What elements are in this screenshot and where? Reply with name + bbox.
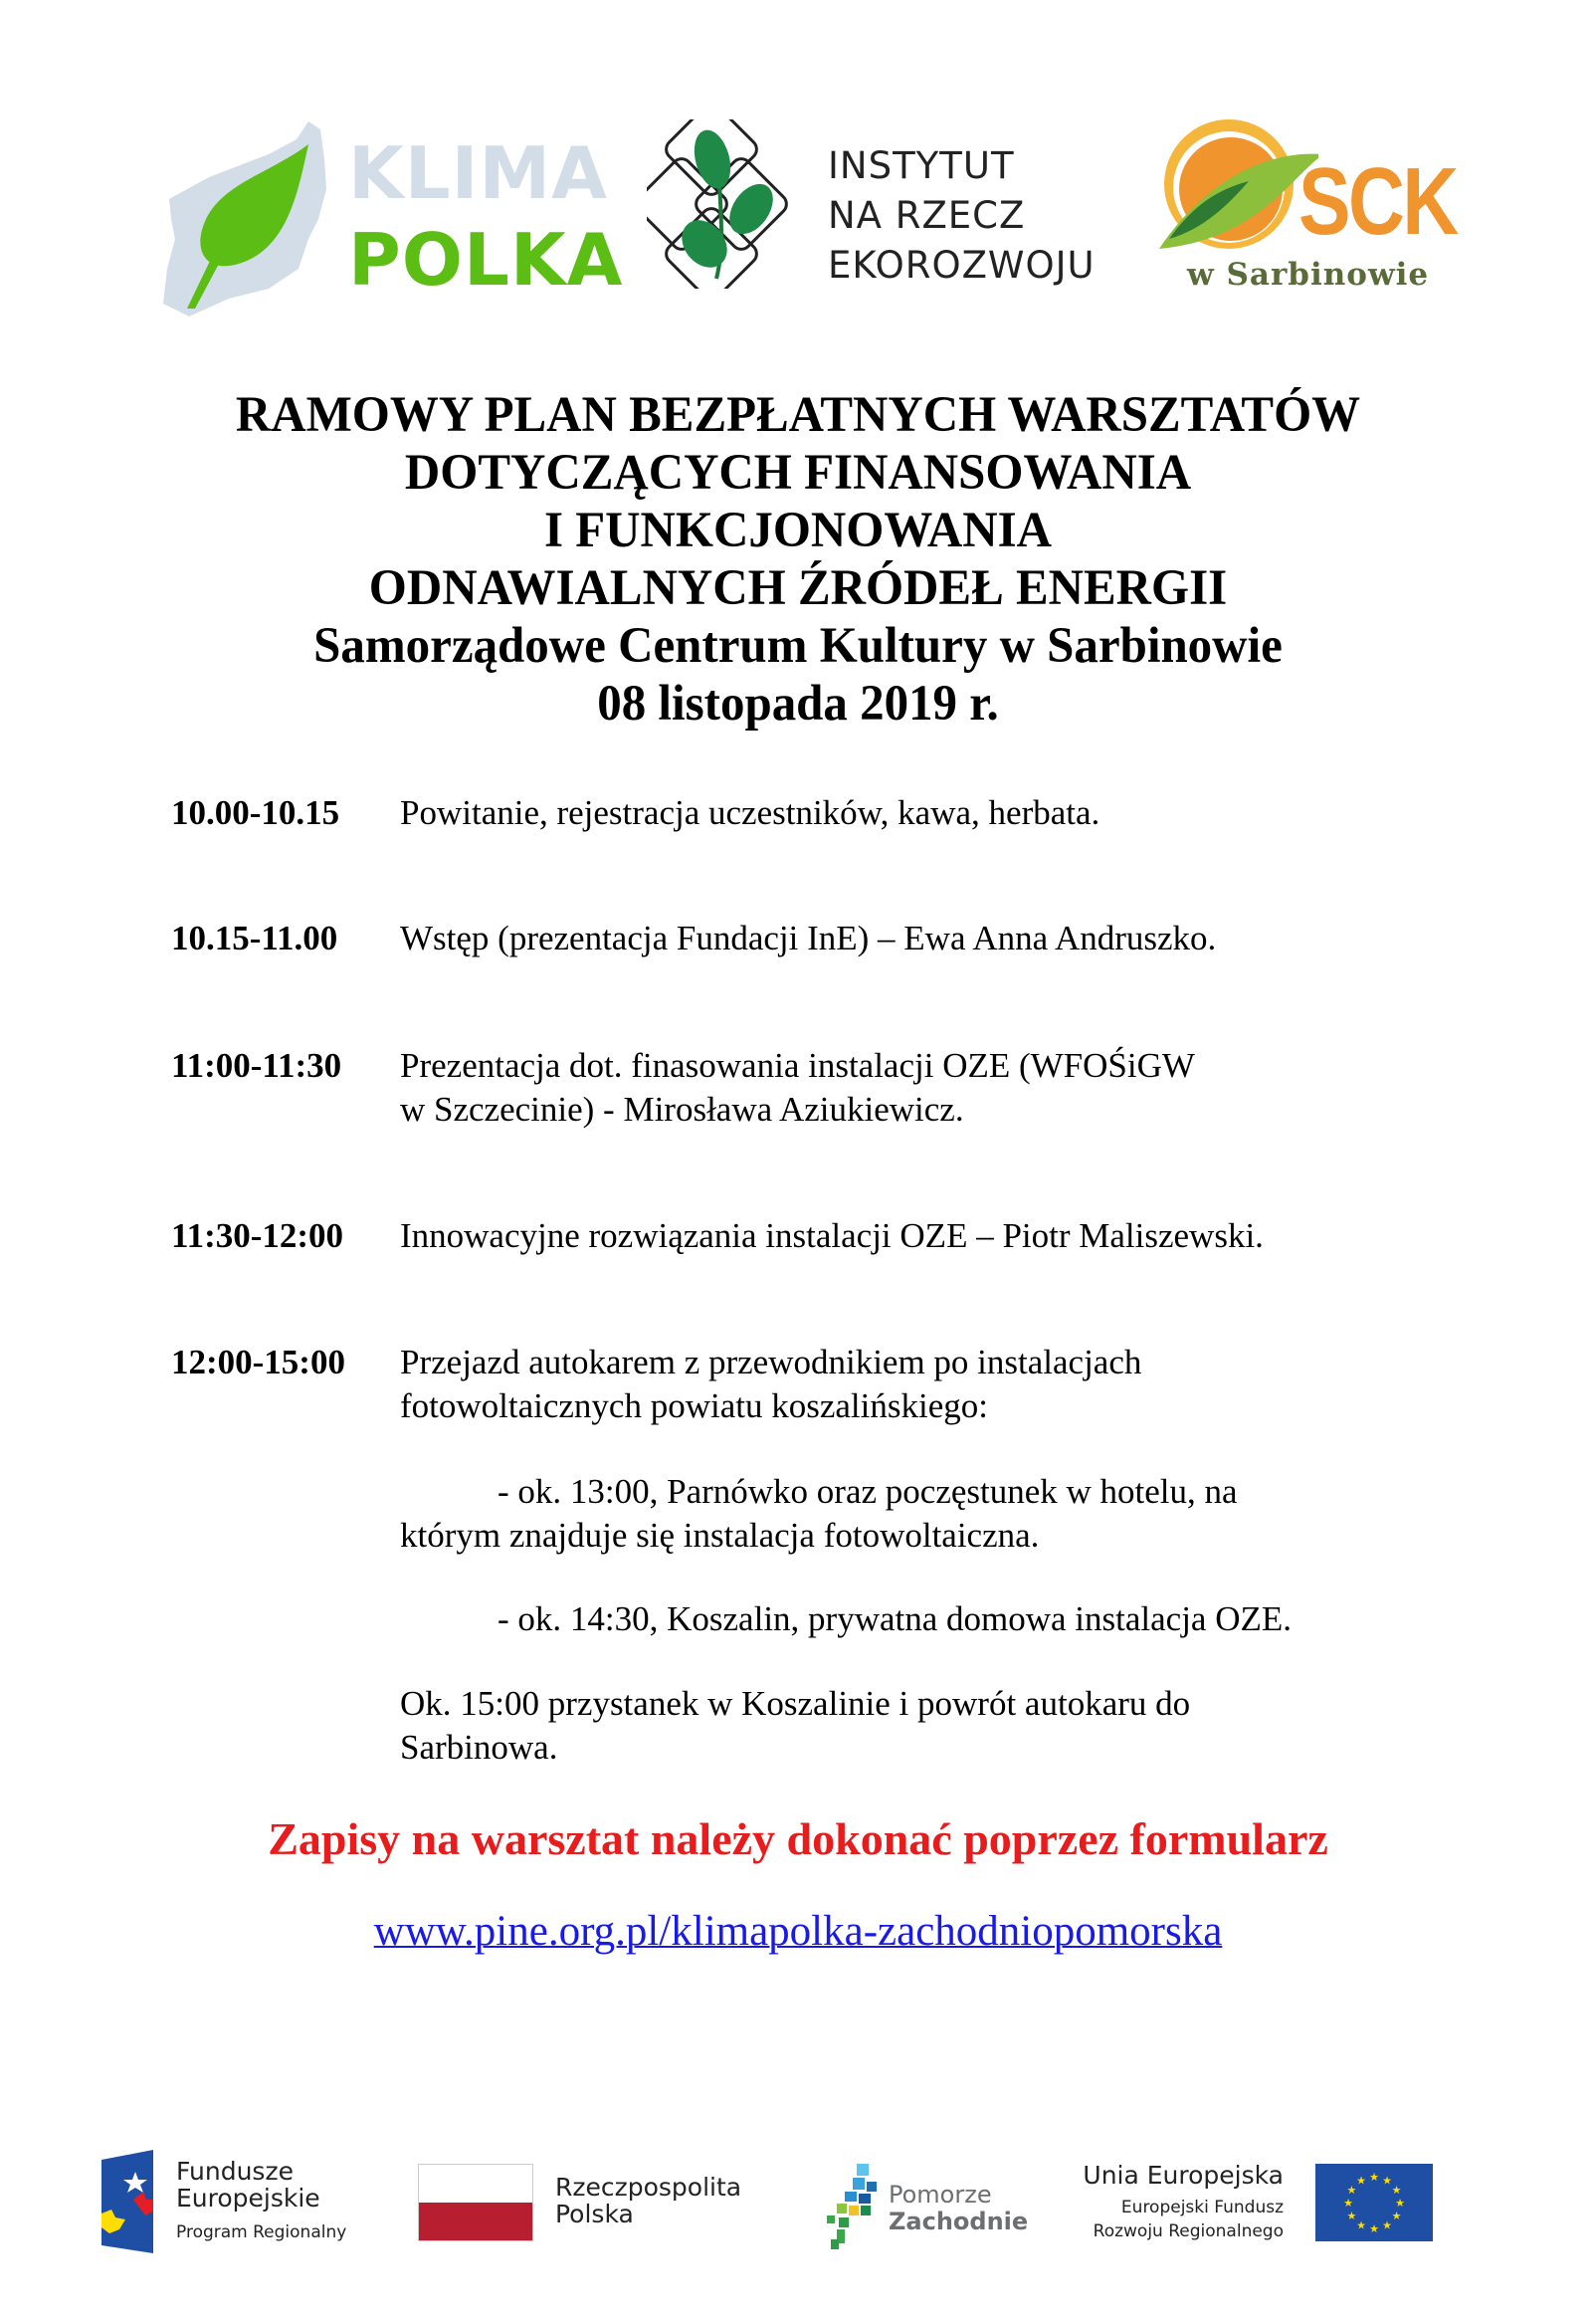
schedule-time: 10.15-11.00 [171, 919, 338, 957]
eu-flag-icon [1315, 2164, 1433, 2241]
sck-text: SCK [1298, 148, 1457, 255]
title-line-2: DOTYCZĄCYCH FINANSOWANIA [404, 445, 1192, 501]
venue: Samorządowe Centrum Kultury w Sarbinowie [313, 618, 1283, 674]
eu-star-icon: ★ [1382, 2175, 1392, 2188]
eu-star-icon: ★ [1356, 2175, 1366, 2188]
trip-return: Ok. 15:00 przystanek w Koszalinie i powrót autokaru do Sarbinowa. [400, 1684, 1191, 1767]
eu-star-icon: ★ [1356, 2219, 1366, 2232]
eu-star-icon: ★ [1391, 2185, 1402, 2197]
institute-name: INSTYTUT NA RZECZ EKOROZWOJU [828, 144, 1096, 287]
ue-line-2: Europejski Fundusz [1120, 2198, 1284, 2217]
schedule-time: 12:00-15:00 [171, 1343, 345, 1381]
fe-line-1: Fundusze [176, 2157, 294, 2186]
fe-line-2: Europejskie [176, 2184, 320, 2213]
polka-text: POLKA [348, 218, 624, 302]
schedule-description: Prezentacja dot. finasowania instalacji OZE (WFOŚiGW w Szczecinie) - Mirosława Aziukiewicz. [400, 1046, 1195, 1129]
trip-stop-1: - ok. 13:00, Parnówko oraz poczęstunek w hotelu, na którym znajduje się instalacja fotowoltaiczna. [400, 1472, 1238, 1555]
schedule-description: Wstęp (prezentacja Fundacji InE) – Ewa Anna Andruszko. [400, 919, 1217, 957]
pz-line-2: Zachodnie [889, 2208, 1029, 2235]
rzeczpospolita-polska-logo [418, 2140, 776, 2259]
schedule-time: 10.00-10.15 [171, 793, 340, 832]
eu-star-icon: ★ [1369, 2172, 1379, 2184]
eu-star-icon: ★ [1346, 2211, 1357, 2222]
fe-line-3: Program Regionalny [176, 2222, 347, 2242]
trip-stop-2: - ok. 14:30, Koszalin, prywatna domowa instalacja OZE. [498, 1599, 1292, 1638]
eu-star-icon: ★ [1382, 2219, 1392, 2232]
eu-star-icon: ★ [1395, 2198, 1405, 2210]
ue-line-1: Unia Europejska [1083, 2161, 1284, 2190]
polish-flag-icon [418, 2164, 533, 2241]
sun-leaf-icon [1149, 109, 1318, 259]
klima-polka-logo [149, 100, 624, 328]
rp-line-2: Polska [555, 2200, 634, 2228]
fe-stars-icon [101, 2150, 153, 2253]
fundusze-europejskie-logo [100, 2140, 358, 2259]
registration-link[interactable]: www.pine.org.pl/klimapolka-zachodniopomorska [373, 1908, 1223, 1955]
rp-line-1: Rzeczpospolita [555, 2173, 742, 2202]
title-line-4: ODNAWIALNYCH ŹRÓDEŁ ENERGII [368, 560, 1228, 616]
plant-knot-icon [647, 119, 811, 289]
klima-text: KLIMA [348, 131, 608, 215]
eu-star-icon: ★ [1369, 2223, 1379, 2235]
schedule-time: 11:30-12:00 [171, 1216, 344, 1255]
eu-star-icon: ★ [1343, 2198, 1353, 2210]
ue-line-3: Rozwoju Regionalnego [1093, 2221, 1284, 2241]
title-line-1: RAMOWY PLAN BEZPŁATNYCH WARSZTATÓW [235, 387, 1361, 443]
pomorze-zachodnie-logo [821, 2140, 1029, 2259]
eu-star-icon: ★ [1346, 2185, 1357, 2197]
registration-link-container [0, 1906, 1596, 1958]
pz-line-1: Pomorze [889, 2181, 992, 2209]
sck-logo [1149, 109, 1457, 309]
schedule-time: 11:00-11:30 [171, 1046, 342, 1085]
signup-notice: Zapisy na warsztat należy dokonać poprzez formularz [268, 1813, 1328, 1864]
title-line-3: I FUNKCJONOWANIA [543, 503, 1053, 558]
eu-star-icon: ★ [1391, 2211, 1402, 2222]
institute-logo [647, 119, 1114, 309]
event-date: 08 listopada 2019 r. [597, 676, 999, 732]
schedule-description: Innowacyjne rozwiązania instalacji OZE – Piotr Maliszewski. [400, 1216, 1264, 1255]
region-map-leaf-icon [149, 100, 348, 328]
pomorze-mosaic-icon [823, 2164, 883, 2253]
sck-subtitle: w Sarbinowie [1187, 257, 1430, 293]
schedule-description: Powitanie, rejestracja uczestników, kawa, herbata. [400, 793, 1100, 832]
unia-europejska-logo [1075, 2140, 1433, 2259]
schedule-description: Przejazd autokarem z przewodnikiem po instalacjach fotowoltaicznych powiatu koszalińskiego: [400, 1343, 1142, 1425]
document-title [0, 386, 1596, 733]
